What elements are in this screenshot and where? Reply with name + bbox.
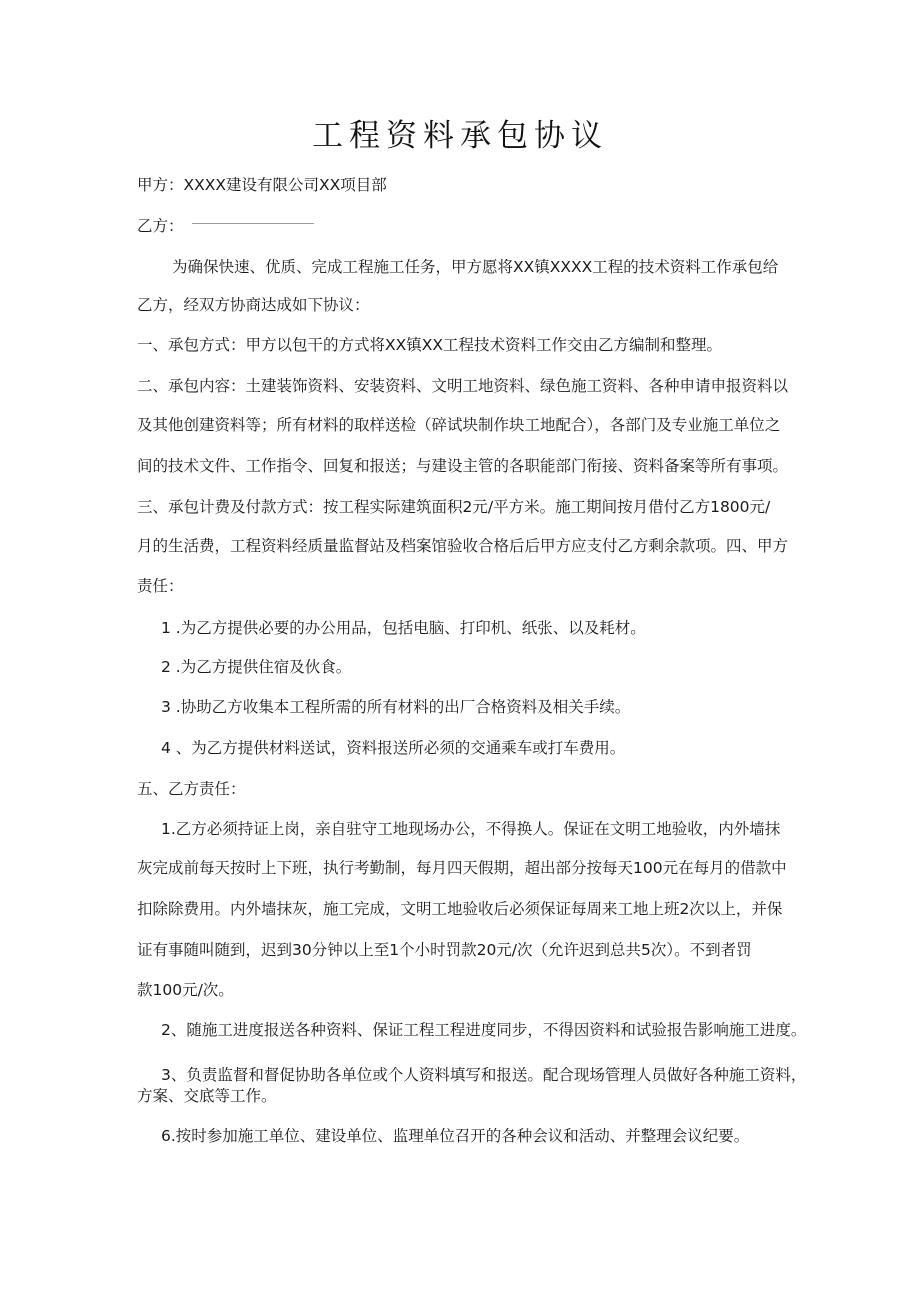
section-2-line-3: 间的技术文件、工作指令、回复和报送；与建设主管的各职能部门衔接、资料备案等所有事项。: [137, 457, 789, 475]
party-b-duty-1-line-5: 款100元/次。: [137, 981, 234, 999]
party-b-duty-3-line-2: 方案、交底等工作。: [137, 1087, 277, 1105]
party-a-duty-1: 1 .为乙方提供必要的办公用品，包括电脑、打印机、纸张、以及耗材。: [161, 619, 646, 637]
party-b-blank-underline: [192, 223, 314, 224]
intro-line-1: 为确保快速、优质、完成工程施工任务，甲方愿将XX镇XXXX工程的技术资料工作承包给: [172, 258, 779, 276]
party-b-duty-1-line-3: 扣除除费用。内外墙抹灰，施工完成，文明工地验收后必须保证每周来工地上班2次以上，并保: [137, 900, 783, 918]
party-b-duty-6: 6.按时参加施工单位、建设单位、监理单位召开的各种会议和活动、并整理会议纪要。: [161, 1127, 750, 1145]
section-5-heading: 五、乙方责任：: [137, 780, 246, 798]
party-a-duty-2: 2 .为乙方提供住宿及伙食。: [161, 658, 352, 676]
section-3-line-2: 月的生活费，工程资料经质量监督站及档案馆验收合格后后甲方应支付乙方剩余款项。四、甲方: [137, 537, 789, 555]
party-a-duty-3: 3 .协助乙方收集本工程所需的所有材料的出厂合格资料及相关手续。: [161, 698, 631, 716]
section-3-line-3: 责任：: [137, 577, 184, 595]
section-3-line-1: 三、承包计费及付款方式：按工程实际建筑面积2元/平方米。施工期间按月借付乙方1800元/: [137, 498, 771, 516]
party-b-duty-2: 2、随施工进度报送各种资料、保证工程工程进度同步，不得因资料和试验报告影响施工进度。: [161, 1021, 807, 1039]
section-2-line-1: 二、承包内容：土建装饰资料、安装资料、文明工地资料、绿色施工资料、各种申请申报资料以: [137, 377, 789, 395]
party-b-duty-1-line-1: 1.乙方必须持证上岗，亲自驻守工地现场办公，不得换人。保证在文明工地验收，内外墙抹: [161, 820, 781, 838]
party-a-line: 甲方：XXXX建设有限公司XX项目部: [137, 176, 387, 194]
document-title: 工程资料承包协议: [312, 118, 608, 154]
section-1: 一、承包方式：甲方以包干的方式将XX镇XX工程技术资料工作交由乙方编制和整理。: [137, 336, 722, 354]
party-b-duty-1-line-4: 证有事随叫随到，迟到30分钟以上至1个小时罚款20元/次（允许迟到总共5次）。不到者罚: [137, 941, 752, 959]
party-a-duty-4: 4 、为乙方提供材料送试，资料报送所必须的交通乘车或打车费用。: [161, 739, 626, 757]
party-b-duty-3-line-1: 3、负责监督和督促协助各单位或个人资料填写和报送。配合现场管理人员做好各种施工资料，: [161, 1066, 807, 1084]
party-b-duty-1-line-2: 灰完成前每天按时上下班，执行考勤制，每月四天假期，超出部分按每天100元在每月的借款中: [137, 859, 787, 877]
intro-line-2: 乙方，经双方协商达成如下协议：: [137, 296, 370, 314]
party-b-label: 乙方：: [137, 217, 184, 235]
party-b-line: [137, 215, 314, 237]
section-2-line-2: 及其他创建资料等；所有材料的取样送检（碎试块制作块工地配合），各部门及专业施工单位之: [137, 416, 781, 434]
